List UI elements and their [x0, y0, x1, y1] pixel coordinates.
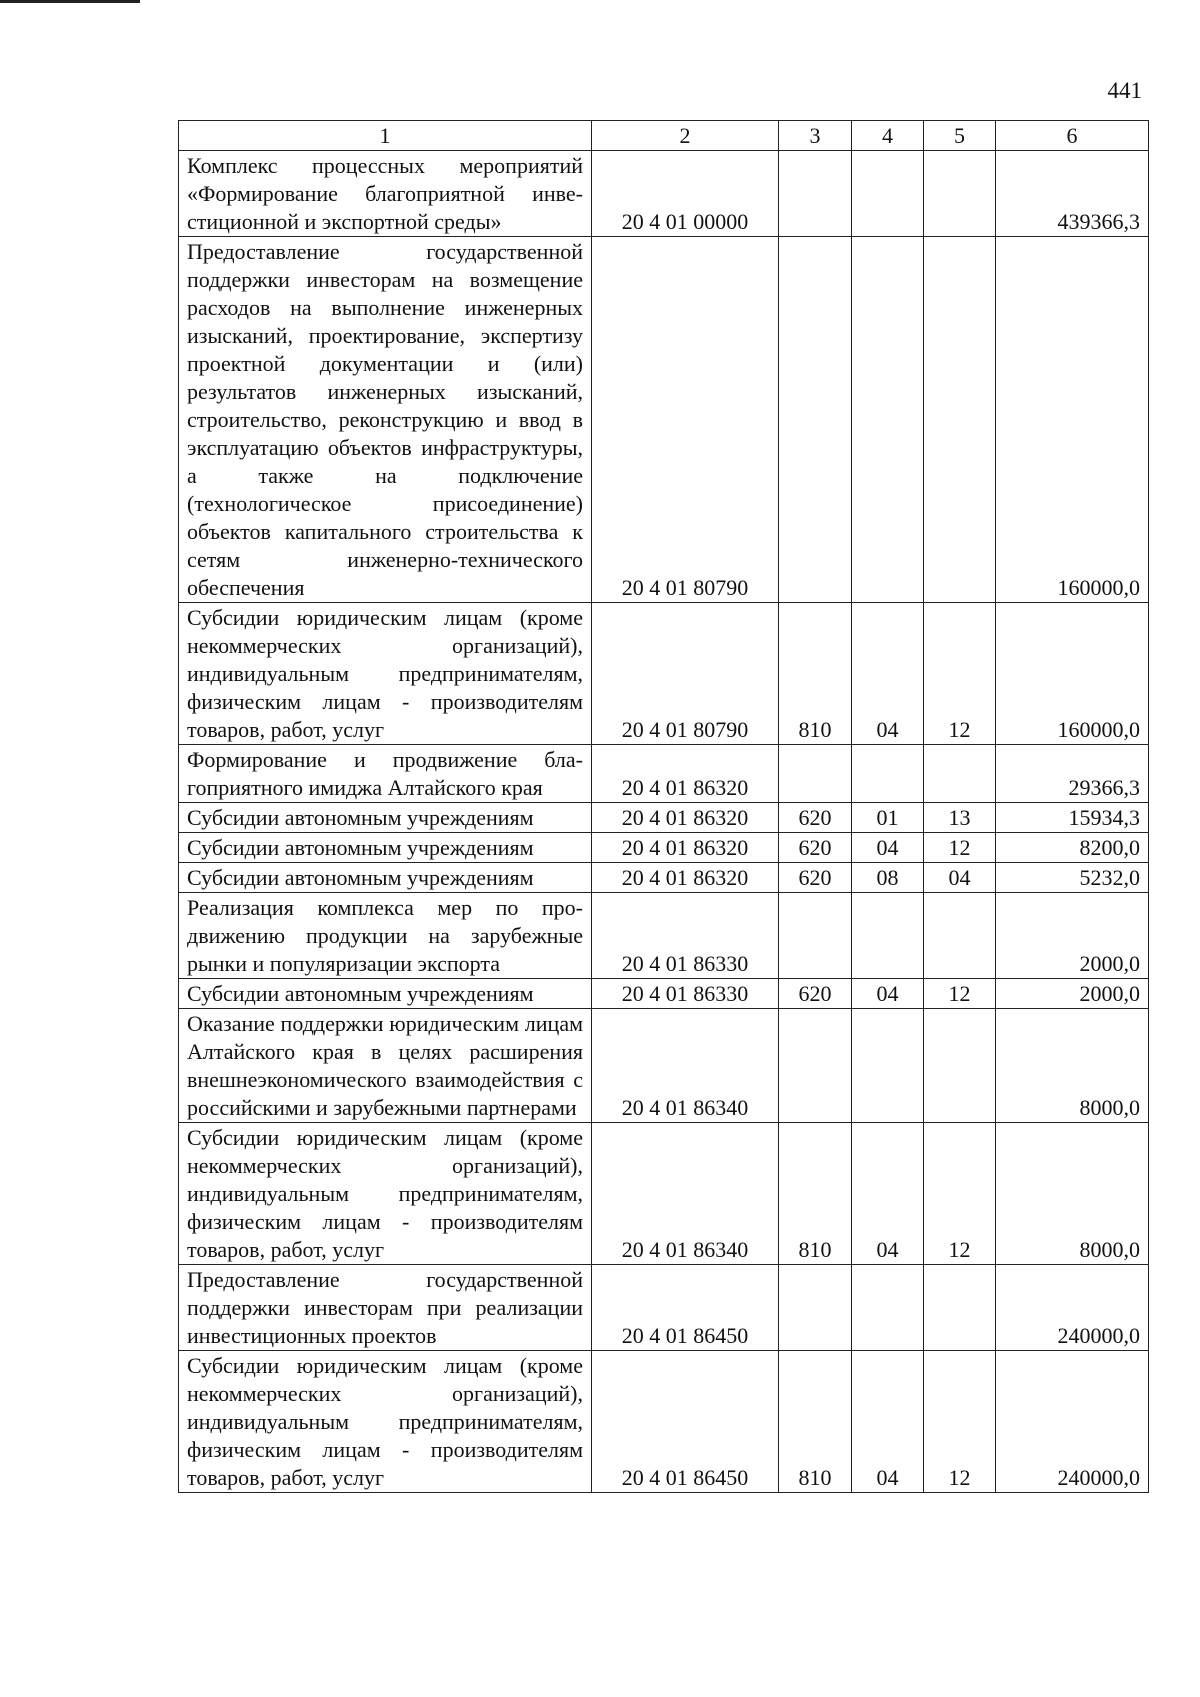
row-name: Оказание поддержки юридическим лицам Алтайского края в целях расширения внешнеэкономического взаимодействия с российскими и зарубежными партнерами	[179, 1009, 592, 1123]
row-amount: 15934,3	[996, 803, 1149, 833]
table-row	[179, 833, 1149, 863]
table-row	[179, 237, 1149, 603]
scan-edge-mark	[0, 0, 140, 3]
row-col-5: 12	[924, 979, 996, 1009]
row-col-5	[924, 1009, 996, 1123]
row-col-3	[779, 237, 852, 603]
row-col-3: 620	[779, 833, 852, 863]
row-col-4: 08	[852, 863, 924, 893]
row-col-5: 12	[924, 603, 996, 745]
row-col-5: 12	[924, 1123, 996, 1265]
header-col-6: 6	[996, 121, 1149, 151]
row-col-5: 12	[924, 1351, 996, 1493]
row-col-3	[779, 151, 852, 237]
row-col-4	[852, 893, 924, 979]
row-code: 20 4 01 86320	[592, 833, 779, 863]
row-col-5: 13	[924, 803, 996, 833]
row-col-5	[924, 237, 996, 603]
row-code: 20 4 01 86330	[592, 979, 779, 1009]
row-name: Субсидии автономным учреждениям	[179, 979, 592, 1009]
row-col-3: 810	[779, 1123, 852, 1265]
row-col-4: 04	[852, 979, 924, 1009]
table-row	[179, 803, 1149, 833]
row-col-5: 12	[924, 833, 996, 863]
row-col-4	[852, 1009, 924, 1123]
row-code: 20 4 01 86330	[592, 893, 779, 979]
row-col-4: 04	[852, 603, 924, 745]
row-code: 20 4 01 80790	[592, 603, 779, 745]
row-name: Субсидии автономным учреждениям	[179, 863, 592, 893]
row-col-3: 810	[779, 603, 852, 745]
table-row	[179, 979, 1149, 1009]
row-col-5	[924, 1265, 996, 1351]
row-amount: 160000,0	[996, 603, 1149, 745]
row-name: Комплекс процессных мероприятий «Формирование благоприятной инвестиционной и экспортной среды»	[179, 151, 592, 237]
row-name: Предоставление государственной поддержки инвесторам на возмещение расходов на выполнение инженерных изысканий, проектирование, экспертизу проектной документации и (или) результатов инженерных изысканий, строительство, реконструкцию и ввод в эксплуатацию объектов инфраструктуры, а также на подключение (технологическое присоединение) объектов капитального строительства к сетям инженерно-технического обеспечения	[179, 237, 592, 603]
row-col-3: 620	[779, 979, 852, 1009]
row-name: Субсидии автономным учреждениям	[179, 803, 592, 833]
row-col-4	[852, 1265, 924, 1351]
row-col-5: 04	[924, 863, 996, 893]
header-col-2: 2	[592, 121, 779, 151]
row-name: Субсидии юридическим лицам (кроме некоммерческих организаций), индивидуальным предпринимателям, физическим лицам - производителям товаров, работ, услуг	[179, 603, 592, 745]
table-row	[179, 1123, 1149, 1265]
table-row	[179, 1265, 1149, 1351]
table-header	[179, 121, 1149, 151]
header-row	[179, 121, 1149, 151]
row-code: 20 4 01 86450	[592, 1351, 779, 1493]
row-code: 20 4 01 86340	[592, 1009, 779, 1123]
row-code: 20 4 01 86450	[592, 1265, 779, 1351]
row-name: Субсидии юридическим лицам (кроме некоммерческих организаций), индивидуальным предпринимателям, физическим лицам - производителям товаров, работ, услуг	[179, 1351, 592, 1493]
row-amount: 29366,3	[996, 745, 1149, 803]
row-col-3	[779, 745, 852, 803]
row-col-4: 04	[852, 1351, 924, 1493]
header-col-3: 3	[779, 121, 852, 151]
row-col-3	[779, 1265, 852, 1351]
page-number: 441	[1107, 78, 1142, 103]
table-row	[179, 1009, 1149, 1123]
row-col-5	[924, 745, 996, 803]
header-col-4: 4	[852, 121, 924, 151]
header-col-1: 1	[179, 121, 592, 151]
row-col-4	[852, 745, 924, 803]
row-amount: 439366,3	[996, 151, 1149, 237]
row-col-4	[852, 237, 924, 603]
row-code: 20 4 01 00000	[592, 151, 779, 237]
row-code: 20 4 01 86320	[592, 863, 779, 893]
row-code: 20 4 01 80790	[592, 237, 779, 603]
row-col-3	[779, 893, 852, 979]
table-row	[179, 603, 1149, 745]
row-name: Формирование и продвижение благоприятного имиджа Алтайского края	[179, 745, 592, 803]
table-row	[179, 151, 1149, 237]
row-amount: 2000,0	[996, 893, 1149, 979]
table-row	[179, 745, 1149, 803]
row-col-4: 01	[852, 803, 924, 833]
table-row	[179, 893, 1149, 979]
header-col-5: 5	[924, 121, 996, 151]
row-name: Субсидии автономным учреждениям	[179, 833, 592, 863]
row-col-3: 620	[779, 803, 852, 833]
row-code: 20 4 01 86340	[592, 1123, 779, 1265]
row-col-5	[924, 893, 996, 979]
row-amount: 240000,0	[996, 1351, 1149, 1493]
row-col-3	[779, 1009, 852, 1123]
row-code: 20 4 01 86320	[592, 803, 779, 833]
row-col-3: 620	[779, 863, 852, 893]
budget-table	[178, 120, 1149, 1493]
row-col-5	[924, 151, 996, 237]
row-amount: 5232,0	[996, 863, 1149, 893]
table-row	[179, 863, 1149, 893]
row-amount: 240000,0	[996, 1265, 1149, 1351]
row-col-4: 04	[852, 1123, 924, 1265]
row-name: Предоставление государственной поддержки инвесторам при реализации инвестиционных проектов	[179, 1265, 592, 1351]
table-body	[179, 151, 1149, 1493]
row-col-4	[852, 151, 924, 237]
row-col-3: 810	[779, 1351, 852, 1493]
table-row	[179, 1351, 1149, 1493]
row-amount: 8000,0	[996, 1009, 1149, 1123]
row-amount: 160000,0	[996, 237, 1149, 603]
row-name: Субсидии юридическим лицам (кроме некоммерческих организаций), индивидуальным предпринимателям, физическим лицам - производителям товаров, работ, услуг	[179, 1123, 592, 1265]
row-amount: 2000,0	[996, 979, 1149, 1009]
row-amount: 8200,0	[996, 833, 1149, 863]
row-amount: 8000,0	[996, 1123, 1149, 1265]
row-name: Реализация комплекса мер по продвижению продукции на зарубежные рынки и популяризации экспорта	[179, 893, 592, 979]
row-col-4: 04	[852, 833, 924, 863]
row-code: 20 4 01 86320	[592, 745, 779, 803]
